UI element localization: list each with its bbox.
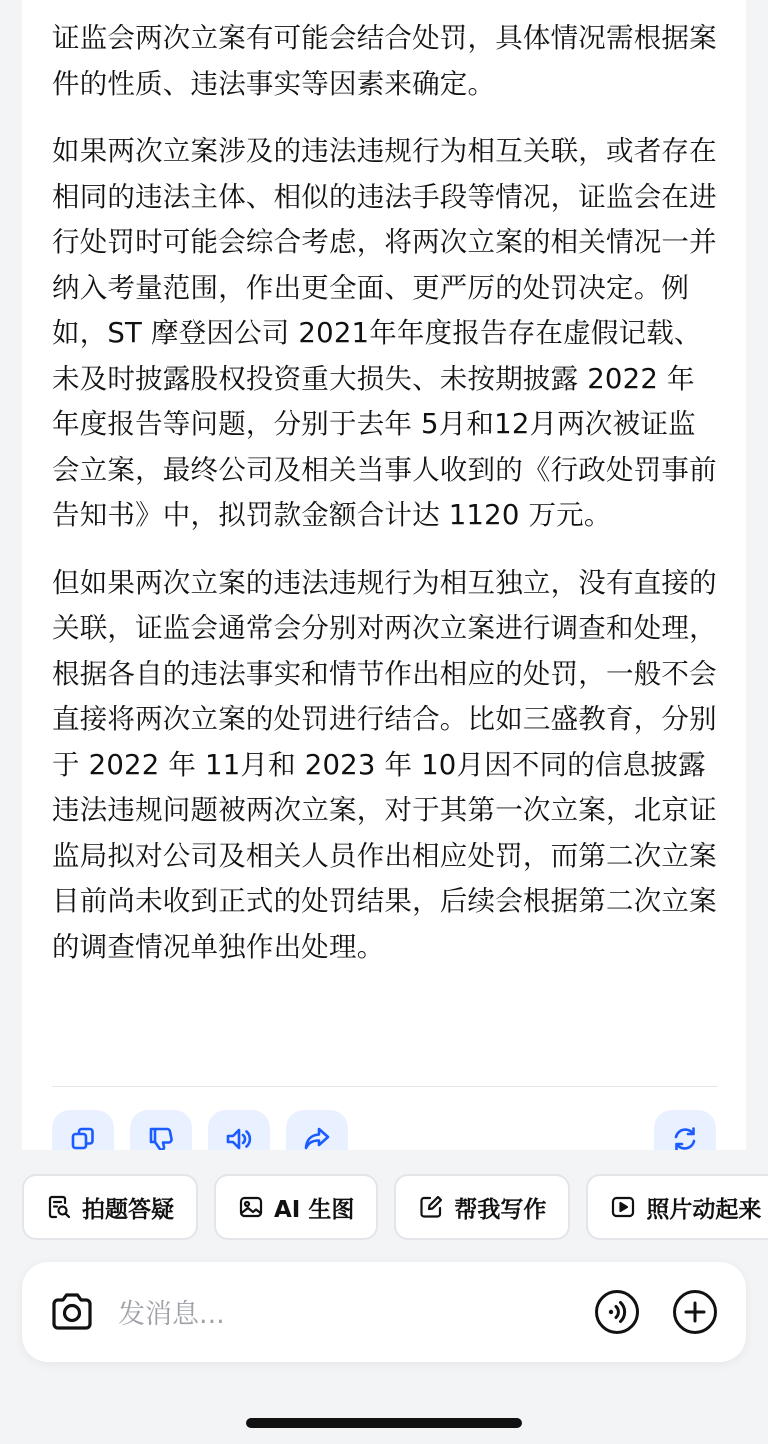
assistant-message	[22, 0, 746, 1150]
camera-icon[interactable]	[50, 1290, 94, 1334]
quick-action-photo-question[interactable]	[22, 1174, 198, 1240]
message-text	[52, 16, 722, 992]
bottom-panel	[0, 1150, 768, 1444]
share-button[interactable]	[286, 1110, 348, 1150]
share-icon	[302, 1124, 332, 1150]
quick-action-label: 帮我写作	[454, 1196, 547, 1223]
dislike-button[interactable]	[130, 1110, 192, 1150]
quick-action-label: 拍题答疑	[82, 1196, 174, 1223]
quick-action-label: 照片动起来	[646, 1196, 762, 1223]
quick-action-animate-photo[interactable]	[586, 1174, 768, 1240]
message-divider	[52, 1086, 718, 1087]
quick-action-label: AI 生图	[274, 1196, 355, 1223]
message-composer[interactable]	[22, 1262, 746, 1362]
message-paragraph: 但如果两次立案的违法违规行为相互独立，没有直接的关联，证监会通常会分别对两次立案进行调查和处理，根据各自的违法事实和情节作出相应的处罚，一般不会直接将两次立案的处罚进行结合。比如三盛教育，分别于 2022 年 11月和 2023 年 10月因不同的信息披露违法违规问题被两次立案，对于其第一次立案，北京证监局拟对公司及相关人员作出相应处罚，而第二次立案目前尚未收到正式的处罚结果，后续会根据第二次立案的调查情况单独作出处理。	[52, 566, 717, 963]
add-icon[interactable]	[672, 1289, 718, 1335]
home-indicator	[246, 1418, 522, 1428]
message-input-placeholder[interactable]: 发消息...	[118, 1299, 225, 1330]
message-paragraph: 如果两次立案涉及的违法违规行为相互关联，或者存在相同的违法主体、相似的违法手段等情况，证监会在进行处罚时可能会综合考虑，将两次立案的相关情况一并纳入考量范围，作出更全面、更严厉的处罚决定。例如，ST 摩登因公司 2021年年度报告存在虚假记载、未及时披露股权投资重大损失、未按期披露 2022 年年度报告等问题，分别于去年 5月和12月两次被证监会立案，最终公司及相关当事人收到的《行政处罚事前告知书》中，拟罚款金额合计达 1120 万元。	[52, 135, 717, 531]
regenerate-icon	[670, 1124, 700, 1150]
regenerate-button[interactable]	[654, 1110, 716, 1150]
play-icon	[610, 1194, 636, 1220]
voice-call-icon[interactable]	[594, 1289, 640, 1335]
message-paragraph: 证监会两次立案有可能会结合处罚，具体情况需根据案件的性质、违法事实等因素来确定。	[52, 22, 717, 100]
image-icon	[238, 1194, 264, 1220]
copy-button[interactable]	[52, 1110, 114, 1150]
quick-action-ai-image[interactable]	[214, 1174, 378, 1240]
edit-icon	[418, 1194, 444, 1220]
copy-icon	[68, 1124, 98, 1150]
speaker-icon	[224, 1124, 254, 1150]
read-aloud-button[interactable]	[208, 1110, 270, 1150]
photo-question-icon	[46, 1194, 72, 1220]
dislike-icon	[146, 1124, 176, 1150]
quick-actions-row	[22, 1174, 768, 1240]
quick-action-write[interactable]	[394, 1174, 570, 1240]
